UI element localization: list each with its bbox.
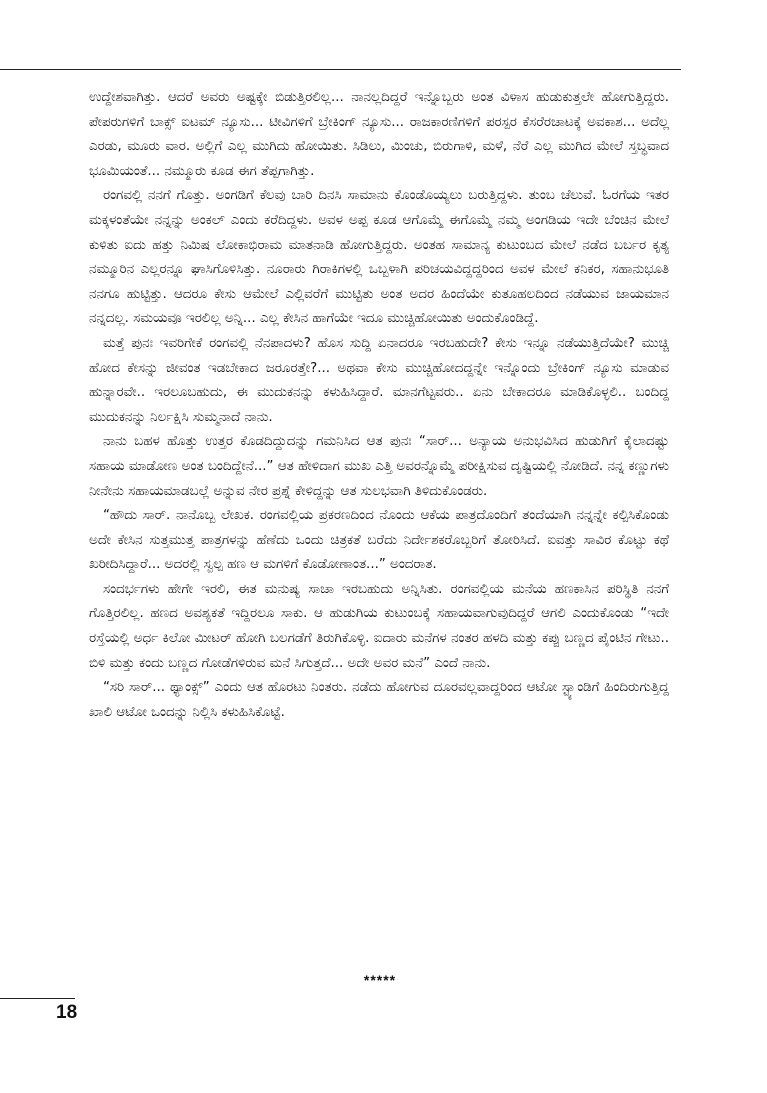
paragraph: ಮತ್ತೆ ಪುನಃ ಇವರಿಗೇಕೆ ರಂಗವಲ್ಲಿ ನೆನಪಾದಳು? ಹೊಸ ಸುದ್ದಿ ಏನಾದರೂ ಇರಬಹುದೇ? ಕೇಸು ಇನ್ನೂ ನಡೆಯುತ್ತಿದೆಯೇ? ಮುಚ್ಚಿ ಹೋದ ಕೇಸನ್ನು ಜೀವಂತ ಇಡಬೇಕಾದ ಜರೂರತ್ತೇ?... ಅಥವಾ ಕೇಸು ಮುಚ್ಚಿಹೋದದ್ದನ್ನೇ ಇನ್ನೊಂದು ಬ್ರೇಕಿಂಗ್ ನ್ಯೂಸು ಮಾಡುವ ಹುನ್ನಾರವೇ.. ಇರಲೂಬಹುದು, ಈ ಮುದುಕನನ್ನು ಕಳುಹಿಸಿದ್ದಾರೆ. ಮಾನಗೆಟ್ಟವರು.. ಏನು ಬೇಕಾದರೂ ಮಾಡಿಕೊಳ್ಳಲಿ.. ಬಂದಿದ್ದ ಮುದುಕನನ್ನು ನಿರ್ಲಕ್ಷಿಸಿ ಸುಮ್ಮನಾದೆ ನಾನು.: [89, 335, 669, 425]
header-rule: [0, 69, 681, 70]
body-text: [89, 86, 669, 725]
section-break-ornament: *****: [363, 972, 397, 988]
page-number: 18: [56, 1002, 78, 1023]
footer-rule: [0, 998, 75, 999]
paragraph: “ಸರಿ ಸಾರ್... ಥ್ಯಾಂಕ್ಸ್” ಎಂದು ಆತ ಹೊರಟು ನಿಂತರು. ನಡೆದು ಹೋಗುವ ದೂರವಲ್ಲವಾದ್ದರಿಂದ ಆಟೋ ಸ್ಟ್ಯಾಂಡಿಗೆ ಹಿಂದಿರುಗುತ್ತಿದ್ದ ಖಾಲಿ ಆಟೋ ಒಂದನ್ನು ನಿಲ್ಲಿಸಿ ಕಳುಹಿಸಿಕೊಟ್ಟೆ.: [89, 680, 669, 720]
paragraph: ಸಂದರ್ಭಗಳು ಹೇಗೇ ಇರಲಿ, ಈತ ಮನುಷ್ಯ ಸಾಚಾ ಇರಬಹುದು ಅನ್ನಿಸಿತು. ರಂಗವಲ್ಲಿಯ ಮನೆಯ ಹಣಕಾಸಿನ ಪರಿಸ್ಥಿತಿ ನನಗೆ ಗೊತ್ತಿರಲಿಲ್ಲ. ಹಣದ ಅವಶ್ಯಕತೆ ಇದ್ದಿರಲೂ ಸಾಕು. ಆ ಹುಡುಗಿಯ ಕುಟುಂಬಕ್ಕೆ ಸಹಾಯವಾಗುವುದಿದ್ದರೆ ಆಗಲಿ ಎಂದುಕೊಂಡು “ಇದೇ ರಸ್ತೆಯಲ್ಲಿ ಅರ್ಧ ಕಿಲೋ ಮೀಟರ್ ಹೋಗಿ ಬಲಗಡೆಗೆ ತಿರುಗಿಕೊಳ್ಳಿ. ಐದಾರು ಮನೆಗಳ ನಂತರ ಹಳದಿ ಮತ್ತು ಕಪ್ಪು ಬಣ್ಣದ ಪೈಂಟಿನ ಗೇಟು.. ಬಿಳಿ ಮತ್ತು ಕಂದು ಬಣ್ಣದ ಗೋಡೆಗಳಿರುವ ಮನೆ ಸಿಗುತ್ತದೆ... ಅದೇ ಅವರ ಮನೆ” ಎಂದೆ ನಾನು.: [89, 581, 669, 671]
paragraph: ನಾನು ಬಹಳ ಹೊತ್ತು ಉತ್ತರ ಕೊಡದಿದ್ದುದನ್ನು ಗಮನಿಸಿದ ಆತ ಪುನಃ “ಸಾರ್... ಅನ್ಯಾಯ ಅನುಭವಿಸಿದ ಹುಡುಗಿಗೆ ಕೈಲಾದಷ್ಟು ಸಹಾಯ ಮಾಡೋಣ ಅಂತ ಬಂದಿದ್ದೇನೆ...” ಆತ ಹೇಳಿದಾಗ ಮುಖ ಎತ್ತಿ ಅವರನ್ನೊಮ್ಮೆ ಪರೀಕ್ಷಿಸುವ ದೃಷ್ಟಿಯಲ್ಲಿ ನೋಡಿದೆ. ನನ್ನ ಕಣ್ಣುಗಳು ನೀನೇನು ಸಹಾಯಮಾಡಬಲ್ಲೆ ಅನ್ನುವ ನೇರ ಪ್ರಶ್ನೆ ಕೇಳಿದ್ದನ್ನು ಆತ ಸುಲಭವಾಗಿ ತಿಳಿದುಕೊಂಡರು.: [89, 434, 669, 499]
paragraph: ರಂಗವಲ್ಲಿ ನನಗೆ ಗೊತ್ತು. ಅಂಗಡಿಗೆ ಕೆಲವು ಬಾರಿ ದಿನಸಿ ಸಾಮಾನು ಕೊಂಡೊಯ್ಯಲು ಬರುತ್ತಿದ್ದಳು. ತುಂಬ ಚೆಲುವೆ. ಓರಗೆಯ ಇತರ ಮಕ್ಕಳಂತೆಯೇ ನನ್ನನ್ನು ಅಂಕಲ್ ಎಂದು ಕರೆದಿದ್ದಳು. ಅವಳ ಅಪ್ಪ ಕೂಡ ಆಗೊಮ್ಮೆ ಈಗೊಮ್ಮೆ ನಮ್ಮ ಅಂಗಡಿಯ ಇದೇ ಬೆಂಚಿನ ಮೇಲೆ ಕುಳಿತು ಐದು ಹತ್ತು ನಿಮಿಷ ಲೋಕಾಭಿರಾಮ ಮಾತನಾಡಿ ಹೋಗುತ್ತಿದ್ದರು. ಅಂತಹ ಸಾಮಾನ್ಯ ಕುಟುಂಬದ ಮೇಲೆ ನಡೆದ ಬರ್ಬರ ಕೃತ್ಯ ನಮ್ಮೂರಿನ ಎಲ್ಲರನ್ನೂ ಘಾಸಿಗೊಳಿಸಿತ್ತು. ನೂರಾರು ಗಿರಾಕಿಗಳಲ್ಲಿ ಒಬ್ಬಳಾಗಿ ಪರಿಚಯವಿದ್ದದ್ದರಿಂದ ಅವಳ ಮೇಲೆ ಕನಿಕರ, ಸಹಾನುಭೂತಿ ನನಗೂ ಹುಟ್ಟಿತ್ತು. ಆದರೂ ಕೇಸು ಆಮೇಲೆ ಎಲ್ಲಿವರೆಗೆ ಮುಟ್ಟಿತು ಅಂತ ಅದರ ಹಿಂದೆಯೇ ಕುತೂಹಲದಿಂದ ನಡೆಯುವ ಜಾಯಮಾನ ನನ್ನದಲ್ಲ. ಸಮಯವೂ ಇರಲಿಲ್ಲ ಅನ್ನಿ... ಎಲ್ಲ ಕೇಸಿನ ಹಾಗೆಯೇ ಇದೂ ಮುಚ್ಚಿಹೋಯಿತು ಅಂದುಕೊಂಡಿದ್ದೆ.: [89, 188, 669, 327]
paragraph: ಉದ್ದೇಶವಾಗಿತ್ತು. ಆದರೆ ಅವರು ಅಷ್ಟಕ್ಕೇ ಬಿಡುತ್ತಿರಲಿಲ್ಲ... ನಾನಲ್ಲದಿದ್ದರೆ ಇನ್ನೊಬ್ಬರು ಅಂತ ವಿಳಾಸ ಹುಡುಕುತ್ತಲೇ ಹೋಗುತ್ತಿದ್ದರು. ಪೇಪರುಗಳಿಗೆ ಬಾಕ್ಸ್ ಐಟಮ್ ನ್ಯೂಸು... ಟೀವಿಗಳಿಗೆ ಬ್ರೇಕಿಂಗ್ ನ್ಯೂಸು... ರಾಜಕಾರಣಿಗಳಿಗೆ ಪರಸ್ಪರ ಕೆಸರೆರಚಾಟಕ್ಕೆ ಅವಕಾಶ... ಅದೆಲ್ಲ ಎರಡು, ಮೂರು ವಾರ. ಅಲ್ಲಿಗೆ ಎಲ್ಲ ಮುಗಿದು ಹೋಯಿತು. ಸಿಡಿಲು, ಮಿಂಚು, ಬಿರುಗಾಳಿ, ಮಳೆ, ನೆರೆ ಎಲ್ಲ ಮುಗಿದ ಮೇಲೆ ಸ್ತಬ್ಧವಾದ ಭೂಮಿಯಂತೆ... ನಮ್ಮೂರು ಕೂಡ ಈಗ ತೆಪ್ಪಗಾಗಿತ್ತು.: [89, 90, 669, 179]
paragraph: “ಹೌದು ಸಾರ್. ನಾನೊಬ್ಬ ಲೇಖಕ. ರಂಗವಲ್ಲಿಯ ಪ್ರಕರಣದಿಂದ ನೊಂದು ಆಕೆಯ ಪಾತ್ರದೊಂದಿಗೆ ತಂದೆಯಾಗಿ ನನ್ನನ್ನೇ ಕಲ್ಪಿಸಿಕೊಂಡು ಅದೇ ಕೇಸಿನ ಸುತ್ತಮುತ್ತ ಪಾತ್ರಗಳನ್ನು ಹೆಣೆದು ಒಂದು ಚಿತ್ರಕತೆ ಬರೆದು ನಿರ್ದೇಶಕರೊಬ್ಬರಿಗೆ ತೋರಿಸಿದೆ. ಐವತ್ತು ಸಾವಿರ ಕೊಟ್ಟು ಕಥೆ ಖರೀದಿಸಿದ್ದಾರೆ... ಅದರಲ್ಲಿ ಸ್ವಲ್ಪ ಹಣ ಆ ಮಗಳಿಗೆ ಕೊಡೋಣಾಂತ...” ಅಂದರಾತ.: [89, 508, 669, 573]
